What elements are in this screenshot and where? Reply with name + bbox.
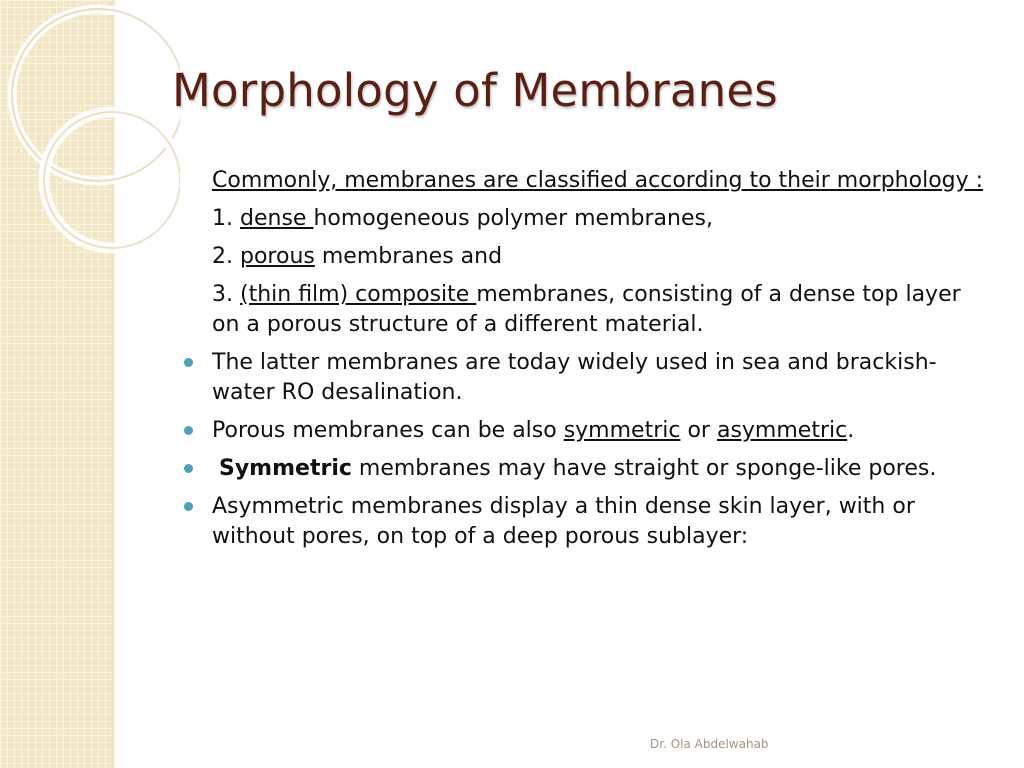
- footer-author: Dr. Ola Abdelwahab: [650, 737, 769, 751]
- bullet-text: .: [847, 418, 855, 443]
- bullet-text: or: [680, 418, 717, 443]
- bullet-item: [184, 348, 994, 408]
- item-number: 3.: [212, 282, 233, 307]
- decorative-rings: [0, 0, 180, 260]
- bullet-text: membranes may have straight or sponge-like pores.: [351, 456, 937, 481]
- item-text: membranes and: [314, 244, 503, 269]
- term-asymmetric: asymmetric: [716, 418, 848, 443]
- bullet-item: [184, 454, 994, 484]
- bullet-dot-icon: [184, 464, 193, 473]
- item-term-dense: dense: [240, 206, 314, 231]
- item-text: homogeneous polymer membranes,: [313, 206, 713, 231]
- item-number: 2.: [212, 244, 233, 269]
- list-item: [184, 280, 994, 340]
- item-term-porous: porous: [240, 244, 315, 269]
- slide-body: [184, 166, 994, 560]
- item-number: 1.: [212, 206, 233, 231]
- term-symmetric-bold: Symmetric: [219, 456, 352, 481]
- bullet-dot-icon: [184, 358, 193, 367]
- item-term-composite: (thin film) composite: [240, 282, 477, 307]
- intro-text: Commonly, membranes are classified according to their morphology :: [212, 168, 984, 193]
- slide-title: Morphology of Membranes: [172, 64, 778, 117]
- bullet-dot-icon: [184, 502, 193, 511]
- bullet-text: Asymmetric membranes display a thin dense skin layer, with or without pores, on top of a deep porous sublayer:: [212, 494, 915, 549]
- list-item: [184, 242, 994, 272]
- bullet-item: [184, 492, 994, 552]
- item-text: membranes, consisting of a dense top layer on a porous structure of a different material.: [212, 282, 961, 337]
- intro-paragraph: [184, 166, 994, 196]
- bullet-item: [184, 416, 994, 446]
- term-symmetric: symmetric: [563, 418, 681, 443]
- list-item: [184, 204, 994, 234]
- bullet-text: Porous membranes can be also: [212, 418, 564, 443]
- bullet-text: The latter membranes are today widely used in sea and brackish-water RO desalination.: [212, 350, 937, 405]
- bullet-dot-icon: [184, 426, 193, 435]
